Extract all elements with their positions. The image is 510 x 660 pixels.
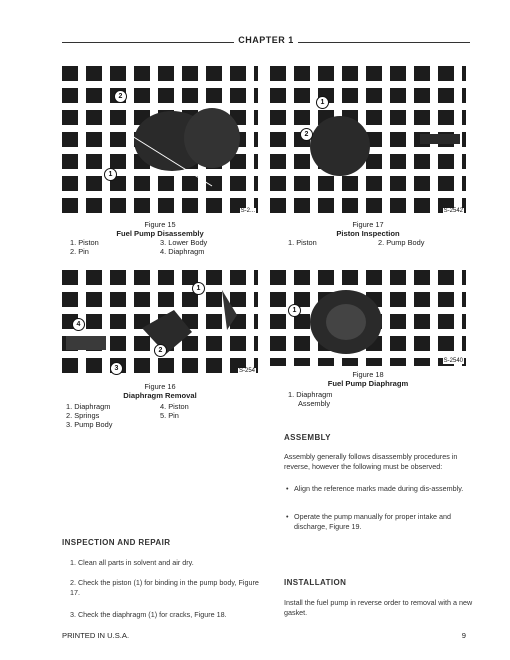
page-number: 9 bbox=[461, 631, 466, 640]
bullet-text: Operate the pump manually for proper intake and discharge, Figure 19. bbox=[294, 512, 452, 531]
figure-17-legend-col2 bbox=[378, 238, 424, 247]
legend-item: 2. Pin bbox=[70, 247, 89, 256]
callout-1: 1 bbox=[104, 168, 117, 181]
legend-item: 2. Springs bbox=[66, 411, 100, 420]
bullet-text: Align the reference marks made during dis-assembly. bbox=[294, 484, 464, 493]
callout-2: 2 bbox=[154, 344, 167, 357]
installation-text: Install the fuel pump in reverse order to removal with a new gasket. bbox=[284, 598, 473, 617]
legend-item: 1. Piston bbox=[70, 238, 99, 247]
callout-2: 2 bbox=[114, 90, 127, 103]
figure-15-legend-col2 bbox=[160, 238, 207, 256]
callout-1: 1 bbox=[316, 96, 329, 109]
assembly-heading: ASSEMBLY bbox=[284, 433, 331, 442]
header-rule-left bbox=[62, 42, 234, 43]
callout-2: 2 bbox=[300, 128, 313, 141]
figure-15-photo bbox=[62, 66, 258, 216]
figure-16-legend-col2 bbox=[160, 402, 189, 420]
figure-16-photo bbox=[62, 270, 258, 378]
figure-title: Fuel Pump Disassembly bbox=[116, 229, 204, 238]
legend-item: 2. Pump Body bbox=[378, 238, 425, 247]
photo-tag: S-2... bbox=[240, 208, 255, 214]
figure-18-caption bbox=[270, 370, 466, 388]
assembly-intro: Assembly generally follows disassembly procedures in reverse, however the following must be observed: bbox=[284, 452, 458, 471]
inspection-step-2: 2. Check the piston (1) for binding in the pump body, Figure 17. bbox=[70, 578, 259, 597]
bullet-dot: • bbox=[286, 512, 289, 521]
header-rule-right bbox=[298, 42, 470, 43]
legend-item: 5. Pin bbox=[160, 411, 179, 420]
inspection-heading: INSPECTION AND REPAIR bbox=[62, 538, 171, 547]
lattice-overlay bbox=[270, 270, 466, 366]
figure-17-caption bbox=[270, 220, 466, 238]
figure-number: Figure 17 bbox=[352, 220, 384, 229]
legend-item: 1. Piston bbox=[288, 238, 317, 247]
chapter-heading: CHAPTER 1 bbox=[236, 35, 296, 45]
photo-tag: S-254 bbox=[238, 368, 255, 374]
printed-in-usa: PRINTED IN U.S.A. bbox=[62, 631, 130, 640]
figure-number: Figure 15 bbox=[144, 220, 176, 229]
bullet-dot: • bbox=[286, 484, 289, 493]
photo-tag: S-2542 bbox=[443, 208, 463, 214]
figure-17-legend bbox=[288, 238, 317, 247]
lattice-overlay bbox=[62, 66, 258, 216]
photo-tag: S-2540 bbox=[443, 358, 463, 364]
callout-3: 3 bbox=[110, 362, 123, 375]
legend-item: Assembly bbox=[298, 399, 331, 408]
figure-title: Fuel Pump Diaphragm bbox=[327, 379, 409, 388]
callout-1: 1 bbox=[288, 304, 301, 317]
figure-15-legend bbox=[70, 238, 99, 256]
callout-1: 1 bbox=[192, 282, 205, 295]
figure-18-photo bbox=[270, 270, 466, 366]
figure-title: Diaphragm Removal bbox=[123, 391, 197, 400]
assembly-bullet-1 bbox=[286, 484, 474, 494]
legend-item: 1. Diaphragm bbox=[288, 390, 333, 399]
figure-16-caption bbox=[62, 382, 258, 400]
legend-item: 3. Pump Body bbox=[66, 420, 113, 429]
figure-title: Piston Inspection bbox=[336, 229, 400, 238]
figure-number: Figure 18 bbox=[352, 370, 384, 379]
legend-item: 4. Diaphragm bbox=[160, 247, 205, 256]
figure-18-legend bbox=[288, 390, 332, 408]
figure-17-photo bbox=[270, 66, 466, 216]
figure-15-caption bbox=[62, 220, 258, 238]
figure-16-legend bbox=[66, 402, 112, 429]
lattice-overlay bbox=[62, 270, 258, 378]
legend-item: 3. Lower Body bbox=[160, 238, 208, 247]
callout-4: 4 bbox=[72, 318, 85, 331]
legend-item: 1. Diaphragm bbox=[66, 402, 111, 411]
inspection-step-3: 3. Check the diaphragm (1) for cracks, Figure 18. bbox=[70, 610, 227, 619]
assembly-bullet-2 bbox=[286, 512, 474, 532]
figure-number: Figure 16 bbox=[144, 382, 176, 391]
inspection-step-1: 1. Clean all parts in solvent and air dry. bbox=[70, 558, 194, 567]
legend-item: 4. Piston bbox=[160, 402, 189, 411]
lattice-overlay bbox=[270, 66, 466, 216]
installation-heading: INSTALLATION bbox=[284, 578, 347, 587]
